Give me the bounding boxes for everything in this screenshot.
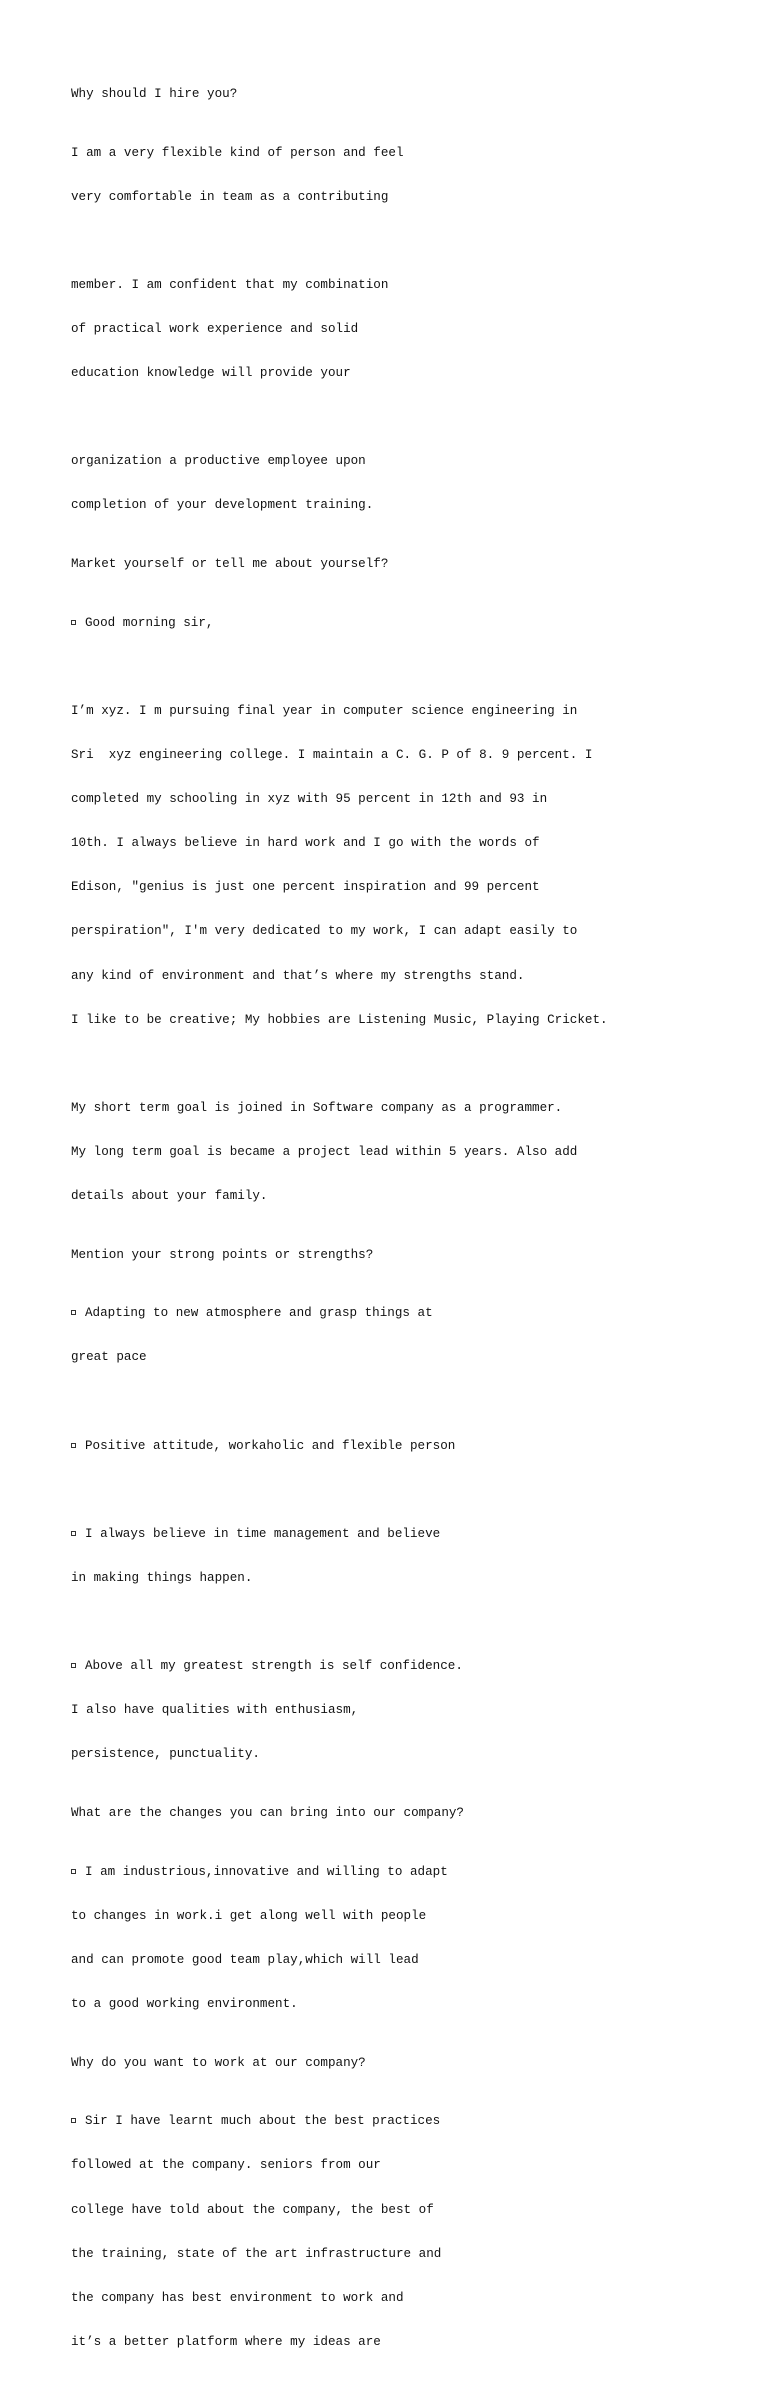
strength-item-attitude: Positive attitude, workaholic and flexible person [71, 1409, 761, 1483]
answer-greeting: Good morning sir, [71, 586, 761, 660]
answer-hire-you-part-1: I am a very flexible kind of person and feel very comfortable in team as a contributing [71, 145, 404, 204]
bullet-icon [71, 1663, 76, 1668]
answer-hire-you-part-2: member. I am confident that my combination of practical work experience and solid education knowledge will provide your [71, 277, 389, 381]
bullet-icon [71, 1443, 76, 1448]
strength-item-confidence: Above all my greatest strength is self confidence. I also have qualities with enthusiasm, persistence, punctuality. [71, 1658, 463, 1762]
bullet-icon [71, 620, 76, 625]
question-market-yourself: Market yourself or tell me about yourself? [71, 557, 389, 572]
question-why-company: Why do you want to work at our company? [71, 2055, 366, 2070]
bullet-icon [71, 1531, 76, 1536]
question-strengths: Mention your strong points or strengths? [71, 1247, 374, 1262]
strength-item-adapting: Adapting to new atmosphere and grasp things at great pace [71, 1306, 433, 1365]
strength-item-time-management: I always believe in time management and believe in making things happen. [71, 1526, 441, 1585]
answer-why-company: Sir I have learnt much about the best practices followed at the company. seniors from our college have told about the company, the best of the training, state of the art infrastructure and the company has best environment to work and it’s a better platform where my ideas are [71, 2114, 442, 2349]
answer-about-yourself: I’m xyz. I m pursuing final year in computer science engineering in Sri xyz engineering college. I maintain a C. G. P of 8. 9 percent. I completed my schooling in xyz with 95 percent in 12th and 93 in 10th. I always believe in hard work and I go with the words of Edison, "genius is just one percent inspiration and 99 percent perspiration", I'm very dedicated to my work, I can adapt easily to any kind of environment and that’s where my strengths stand. I like to be creative; My hobbies are Listening Music, Playing Cricket. [71, 703, 608, 1027]
answer-changes: I am industrious,innovative and willing to adapt to changes in work.i get along well with people and can promote good team play,which will lead to a good working environment. [71, 1864, 448, 2011]
bullet-icon [71, 1869, 76, 1874]
bullet-icon [71, 1310, 76, 1315]
answer-hire-you-part-3: organization a productive employee upon completion of your development training. [71, 454, 374, 513]
question-changes: What are the changes you can bring into our company? [71, 1805, 464, 1820]
answer-goals: My short term goal is joined in Software company as a programmer. My long term goal is became a project lead within 5 years. Also add details about your family. [71, 1100, 578, 1203]
document-page [71, 87, 761, 2394]
question-hire-you: Why should I hire you? [71, 87, 238, 101]
bullet-icon [71, 2118, 76, 2123]
